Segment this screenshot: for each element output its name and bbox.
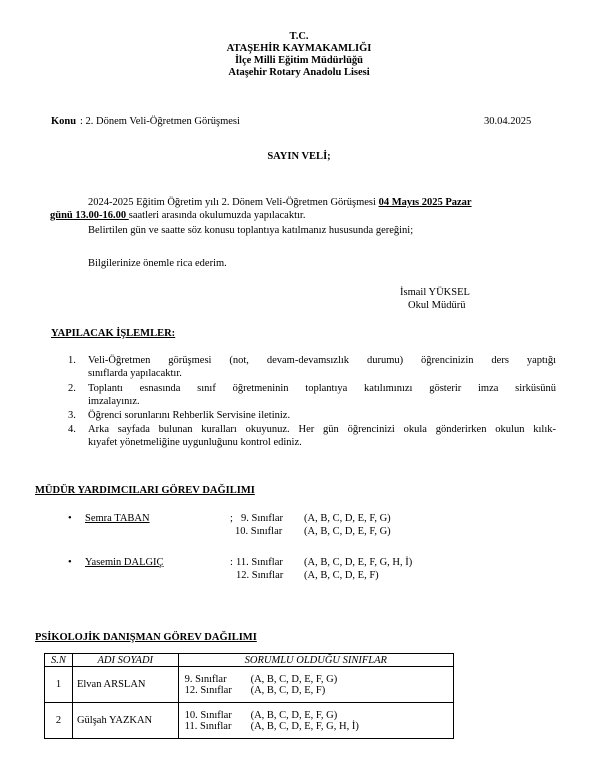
signature-name: İsmail YÜKSEL [400, 287, 470, 298]
item-text: Arka sayfada bulunan kuralları okuyunuz. Her gün öğrencinizi okula gönderirken okulun kılık- [88, 424, 556, 435]
tasks-list [68, 354, 556, 450]
item-number: 3. [68, 410, 76, 421]
table-header-row [45, 654, 454, 667]
body-paragraph-2: Belirtilen gün ve saatte söz konusu toplantıya katılmanız hususunda gereğini; [88, 225, 414, 236]
item-number: 4. [68, 424, 76, 435]
salutation: SAYIN VELİ; [267, 151, 331, 162]
assistant-grade: 9. Sınıflar [241, 513, 283, 524]
cell-sn: 2 [45, 703, 73, 739]
list-item [68, 423, 556, 450]
item-text: imzalayınız. [88, 396, 140, 407]
header-kaymakamlik: ATAŞEHİR KAYMAKAMLIĞI [226, 43, 372, 54]
colon: : [230, 557, 233, 568]
item-text: sınıflarda yapılacaktır. [88, 368, 182, 379]
meeting-date: 04 Mayıs 2025 Pazar [378, 197, 472, 208]
assistant-classes: (A, B, C, D, E, F, G, H, İ) [304, 557, 413, 568]
header-school: Ataşehir Rotary Anadolu Lisesi [228, 67, 370, 78]
subject-date: 30.04.2025 [484, 116, 532, 127]
assistant-grade: 11. Sınıflar [236, 557, 283, 568]
item-text: Öğrenci sorunlarını Rehberlik Servisine iletiniz. [88, 410, 291, 421]
assistant-name: Semra TABAN [85, 513, 150, 524]
table-row [45, 667, 454, 703]
body-text: saatleri arasında okulumuzda yapılacaktır. [128, 210, 306, 221]
column-header-name: ADI SOYADI [72, 654, 178, 667]
counselors-table [44, 653, 454, 739]
body-text: 2024-2025 Eğitim Öğretim yılı 2. Dönem Veli-Öğretmen Görüşmesi [88, 197, 379, 208]
item-number: 2. [68, 383, 76, 394]
cell-classes: 10. Sınıflar (A, B, C, D, E, F, G) 11. Sınıflar (A, B, C, D, E, F, G, H, İ) [178, 703, 453, 739]
subject-text: : 2. Dönem Veli-Öğretmen Görüşmesi [80, 116, 240, 127]
cell-name: Elvan ARSLAN [72, 667, 178, 703]
list-item [68, 409, 556, 423]
header-tc: T.C. [289, 31, 309, 42]
cell-name: Gülşah YAZKAN [72, 703, 178, 739]
table-row [45, 703, 454, 739]
bullet: • [68, 557, 72, 568]
body-paragraph-3: Bilgilerinize önemle rica ederim. [88, 258, 227, 269]
item-number: 1. [68, 355, 76, 366]
assistants-heading: MÜDÜR YARDIMCILARI GÖREV DAĞILIMI [35, 485, 255, 496]
body-paragraph-line1 [88, 196, 472, 209]
tasks-heading: YAPILACAK İŞLEMLER: [51, 328, 176, 339]
cell-classes: 9. Sınıflar (A, B, C, D, E, F, G) 12. Sınıflar (A, B, C, D, E, F) [178, 667, 453, 703]
body-paragraph-line2 [50, 209, 305, 222]
assistant-classes: (A, B, C, D, E, F, G) [304, 513, 391, 524]
subject-label: Konu [51, 116, 77, 127]
list-item [68, 382, 556, 409]
bullet: • [68, 513, 72, 524]
header-mudurluk: İlçe Milli Eğitim Müdürlüğü [234, 55, 364, 66]
item-text: Veli-Öğretmen görüşmesi (not, devam-devamsızlık durumu) öğrencinizin ders yaptığı [88, 355, 556, 366]
colon: ; [230, 513, 233, 524]
column-header-sn: S.N [45, 654, 73, 667]
item-text: Toplantı esnasında sınıf öğretmeninin toplantıya katılımınızı gösterir imza sirküsünü [88, 383, 556, 394]
assistant-classes: (A, B, C, D, E, F) [304, 570, 379, 581]
assistant-grade: 12. Sınıflar [236, 570, 284, 581]
meeting-time: günü 13.00-16.00 [50, 210, 129, 221]
counselors-heading: PSİKOLOJİK DANIŞMAN GÖREV DAĞILIMI [35, 632, 257, 643]
item-text: kıyafet yönetmeliğine uygunluğunu kontrol ediniz. [88, 437, 302, 448]
assistant-name: Yasemin DALGIÇ [85, 557, 164, 568]
signature-title: Okul Müdürü [408, 300, 466, 311]
assistant-classes: (A, B, C, D, E, F, G) [304, 526, 391, 537]
list-item [68, 354, 556, 381]
assistant-grade: 10. Sınıflar [235, 526, 283, 537]
column-header-classes: SORUMLU OLDUĞU SINIFLAR [178, 654, 453, 667]
cell-sn: 1 [45, 667, 73, 703]
